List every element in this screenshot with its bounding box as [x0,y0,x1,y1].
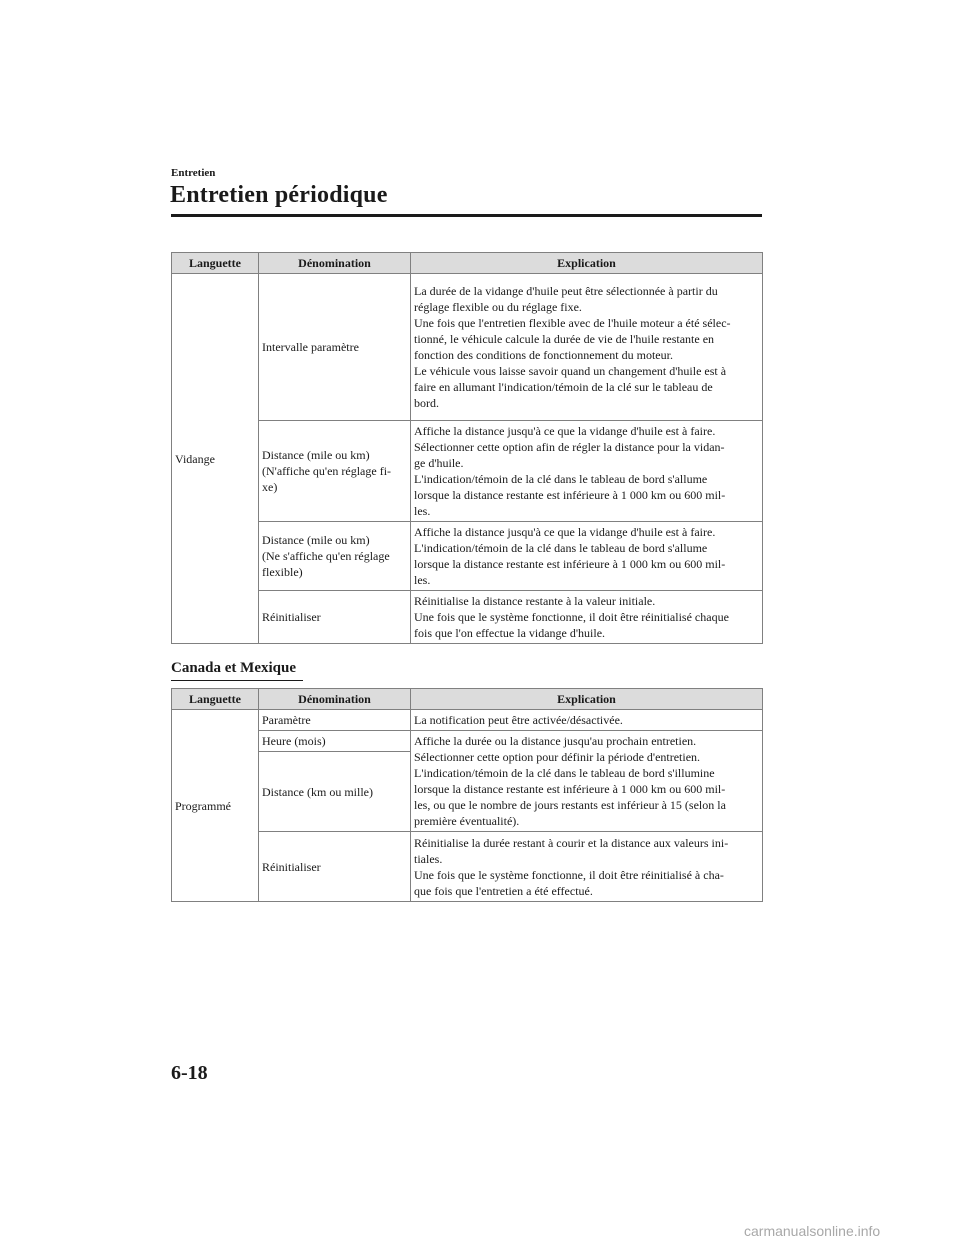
table-row [172,522,763,591]
row-name: Intervalle paramètre [259,274,411,421]
table-row [172,832,763,902]
column-header-explanation: Explication [411,253,763,274]
row-explanation: Affiche la durée ou la distance jusqu'au prochain entretien. Sélectionner cette option pour définir la période d'entretien. L'indication/témoin de la clé dans le tableau de bord s'illumine lorsque la distance restante est inférieure à 1 000 km ou 600 mil- les, ou que le nombre de jours restants est inférieur à 15 (selon la première éventualité). [411,731,763,832]
scheduled-maintenance-table [171,688,763,902]
table-row [172,421,763,522]
row-explanation: Réinitialise la durée restant à courir et la distance aux valeurs ini- tiales. Une fois que le système fonctionne, il doit être réinitialisé à cha- que fois que l'entretien a été effectué. [411,832,763,902]
watermark-text: carmanualsonline.info [744,1223,881,1239]
row-name: Réinitialiser [259,832,411,902]
table-row [172,274,763,421]
title-rule [171,214,762,217]
column-header-name: Dénomination [259,689,411,710]
table-row [172,591,763,644]
row-explanation: La notification peut être activée/désactivée. [411,710,763,731]
column-header-tab: Languette [172,253,259,274]
table-row [172,710,763,731]
group-label-vidange: Vidange [172,274,259,644]
column-header-name: Dénomination [259,253,411,274]
subheading-underline [171,680,303,681]
subheading-canada-mexico: Canada et Mexique [171,660,296,676]
row-explanation: Affiche la distance jusqu'à ce que la vidange d'huile est à faire. Sélectionner cette option afin de régler la distance pour la vidan- ge d'huile. L'indication/témoin de la clé dans le tableau de bord s'allume lorsque la distance restante est inférieure à 1 000 km ou 600 mil- les. [411,421,763,522]
page-title: Entretien périodique [170,182,388,208]
oil-change-table [171,252,763,644]
row-name: Réinitialiser [259,591,411,644]
table-row [172,731,763,752]
row-name: Distance (km ou mille) [259,752,411,832]
row-explanation: Réinitialise la distance restante à la valeur initiale. Une fois que le système fonctionne, il doit être réinitialisé chaque fois que l'on effectue la vidange d'huile. [411,591,763,644]
row-explanation: La durée de la vidange d'huile peut être sélectionnée à partir du réglage flexible ou du réglage fixe. Une fois que l'entretien flexible avec de l'huile moteur a été sélec- tionné, le véhicule calcule la durée de vie de l'huile restante en fonction des conditions de fonctionnement du moteur. Le véhicule vous laisse savoir quand un changement d'huile est à faire en allumant l'indication/témoin de la clé sur le tableau de bord. [411,274,763,421]
page-number: 6-18 [171,1062,208,1084]
row-explanation: Affiche la distance jusqu'à ce que la vidange d'huile est à faire. L'indication/témoin de la clé dans le tableau de bord s'allume lorsque la distance restante est inférieure à 1 000 km ou 600 mil- les. [411,522,763,591]
column-header-tab: Languette [172,689,259,710]
table-header-row [172,253,763,274]
column-header-explanation: Explication [411,689,763,710]
row-name: Heure (mois) [259,731,411,752]
row-name: Paramètre [259,710,411,731]
table-header-row [172,689,763,710]
section-label: Entretien [171,167,216,179]
group-label-programme: Programmé [172,710,259,902]
row-name: Distance (mile ou km) (Ne s'affiche qu'en réglage flexible) [259,522,411,591]
row-name: Distance (mile ou km) (N'affiche qu'en réglage fi- xe) [259,421,411,522]
